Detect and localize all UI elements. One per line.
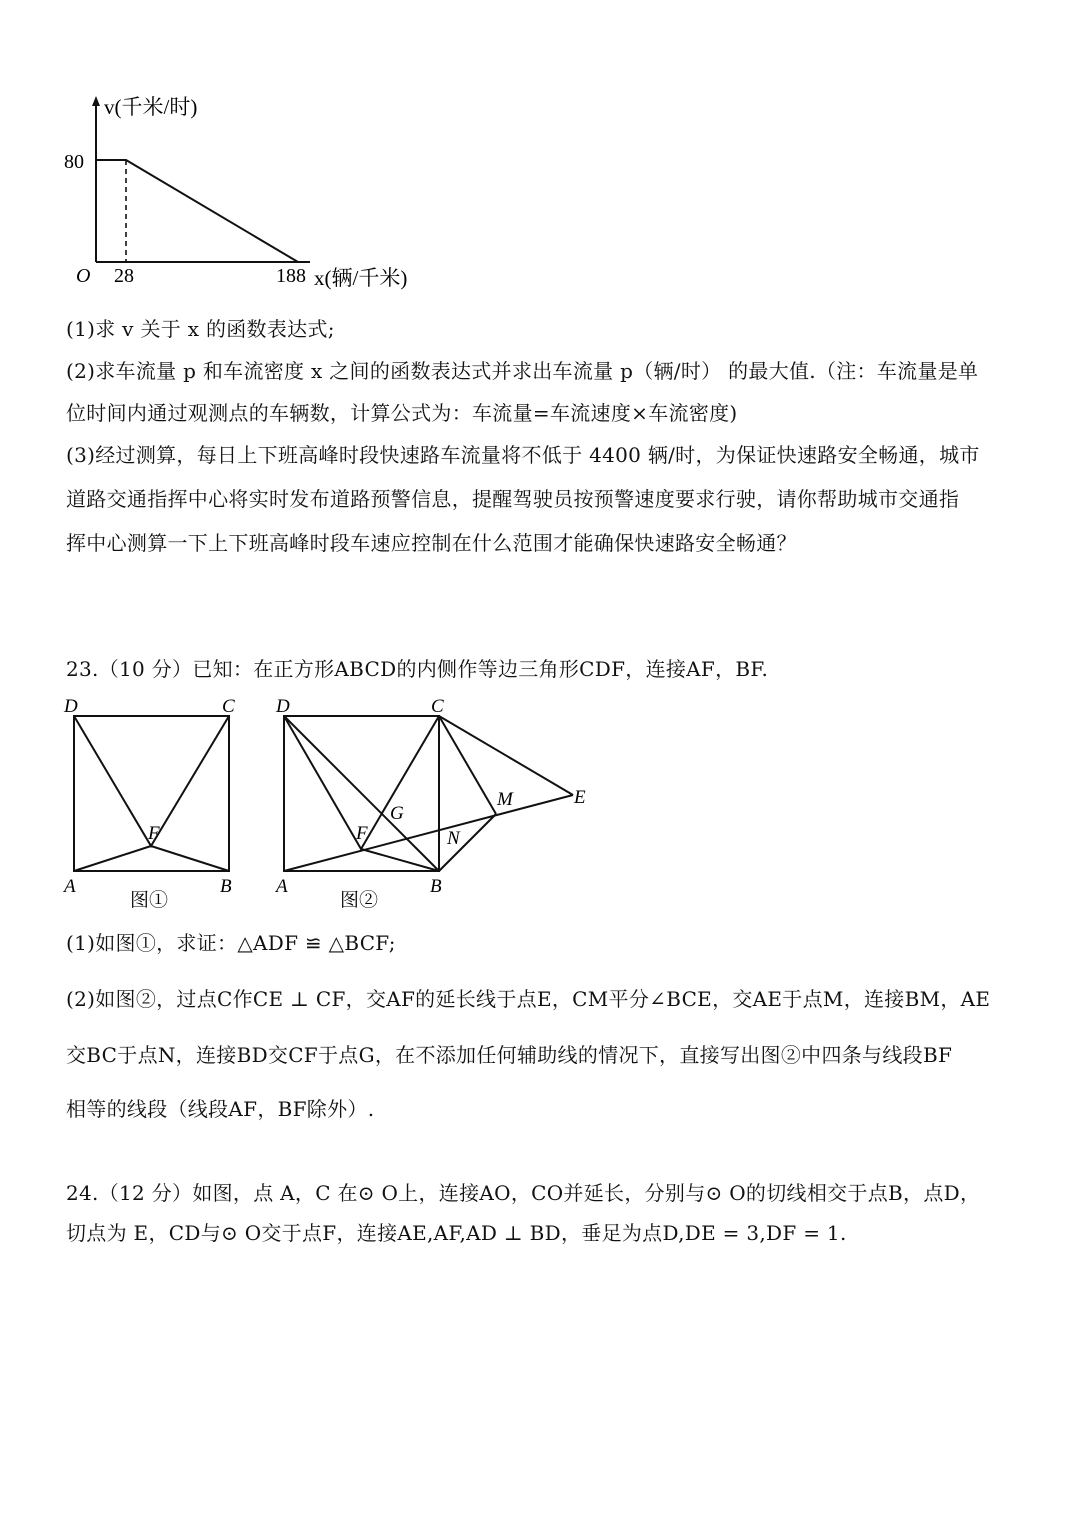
figure-1-caption: 图① — [130, 890, 169, 911]
label-d: D — [64, 696, 78, 717]
label-b-2: B — [430, 876, 442, 897]
label-b: B — [220, 876, 232, 897]
label-g: G — [390, 803, 404, 824]
q23-part2-line1: (2)如图②，过点C作CE ⊥ CF，交AF的延长线于点E，CM平分∠BCE，交AE于点M，连接BM，AE — [66, 987, 991, 1011]
label-c-2: C — [431, 696, 444, 717]
q22-part3-line1: (3)经过测算，每日上下班高峰时段快速路车流量将不低于 4400 辆/时，为保证快速路安全畅通，城市 — [66, 443, 980, 467]
q24-line1: 24.（12 分）如图，点 A，C 在⊙ O上，连接AO，CO并延长，分别与⊙ O的切线相交于点B，点D， — [66, 1181, 981, 1205]
label-a: A — [64, 876, 76, 897]
q22-part3-line2: 道路交通指挥中心将实时发布道路预警信息，提醒驾驶员按预警速度要求行驶，请你帮助城市交通指 — [66, 487, 960, 511]
speed-density-graph — [60, 90, 440, 300]
q22-part1: (1)求 v 关于 x 的函数表达式; — [66, 317, 335, 341]
q24-line2: 切点为 E，CD与⊙ O交于点F，连接AE,AF,AD ⊥ BD，垂足为点D,DE = 3,DF = 1. — [66, 1221, 847, 1245]
y-axis-arrow — [92, 96, 100, 106]
segment-cm — [439, 716, 496, 814]
q23-header: 23.（10 分）已知：在正方形ABCD的内侧作等边三角形CDF，连接AF，BF. — [66, 657, 769, 681]
x-tick-28: 28 — [114, 265, 134, 287]
x-axis-label: x(辆/千米) — [314, 266, 408, 290]
segment-bf — [151, 846, 229, 871]
square-abcd — [74, 716, 229, 871]
q22-part2-line1: (2)求车流量 p 和车流密度 x 之间的函数表达式并求出车流量 p（辆/时） 的最大值.（注：车流量是单 — [66, 359, 979, 383]
q23-part1: (1)如图①，求证：△ADF ≌ △BCF; — [66, 931, 396, 955]
figure-2-caption: 图② — [340, 890, 379, 911]
x-tick-188: 188 — [276, 265, 306, 287]
y-tick-80: 80 — [64, 151, 84, 173]
q23-figure-2 — [268, 694, 598, 914]
segment-ce — [439, 716, 573, 795]
label-c: C — [222, 696, 235, 717]
q22-part2-line2: 位时间内通过观测点的车辆数，计算公式为：车流量=车流速度×车流密度) — [66, 401, 738, 425]
label-m: M — [497, 789, 513, 810]
speed-function-line — [96, 160, 298, 262]
origin-label: O — [76, 265, 91, 287]
q22-part3-line3: 挥中心测算一下上下班高峰时段车速应控制在什么范围才能确保快速路安全畅通？ — [66, 531, 797, 555]
segment-af — [74, 846, 151, 871]
label-f-2: F — [356, 823, 368, 844]
q23-figure-1 — [58, 694, 248, 914]
q23-part2-line3: 相等的线段（线段AF，BF除外）. — [66, 1097, 375, 1121]
q23-part2-line2: 交BC于点N，连接BD交CF于点G，在不添加任何辅助线的情况下，直接写出图②中四条与线段BF — [66, 1043, 953, 1067]
label-e: E — [574, 787, 586, 808]
y-axis-label: v(千米/时) — [104, 95, 198, 119]
label-a-2: A — [276, 876, 288, 897]
label-d-2: D — [276, 696, 290, 717]
label-n: N — [447, 828, 460, 849]
label-f: F — [148, 823, 160, 844]
